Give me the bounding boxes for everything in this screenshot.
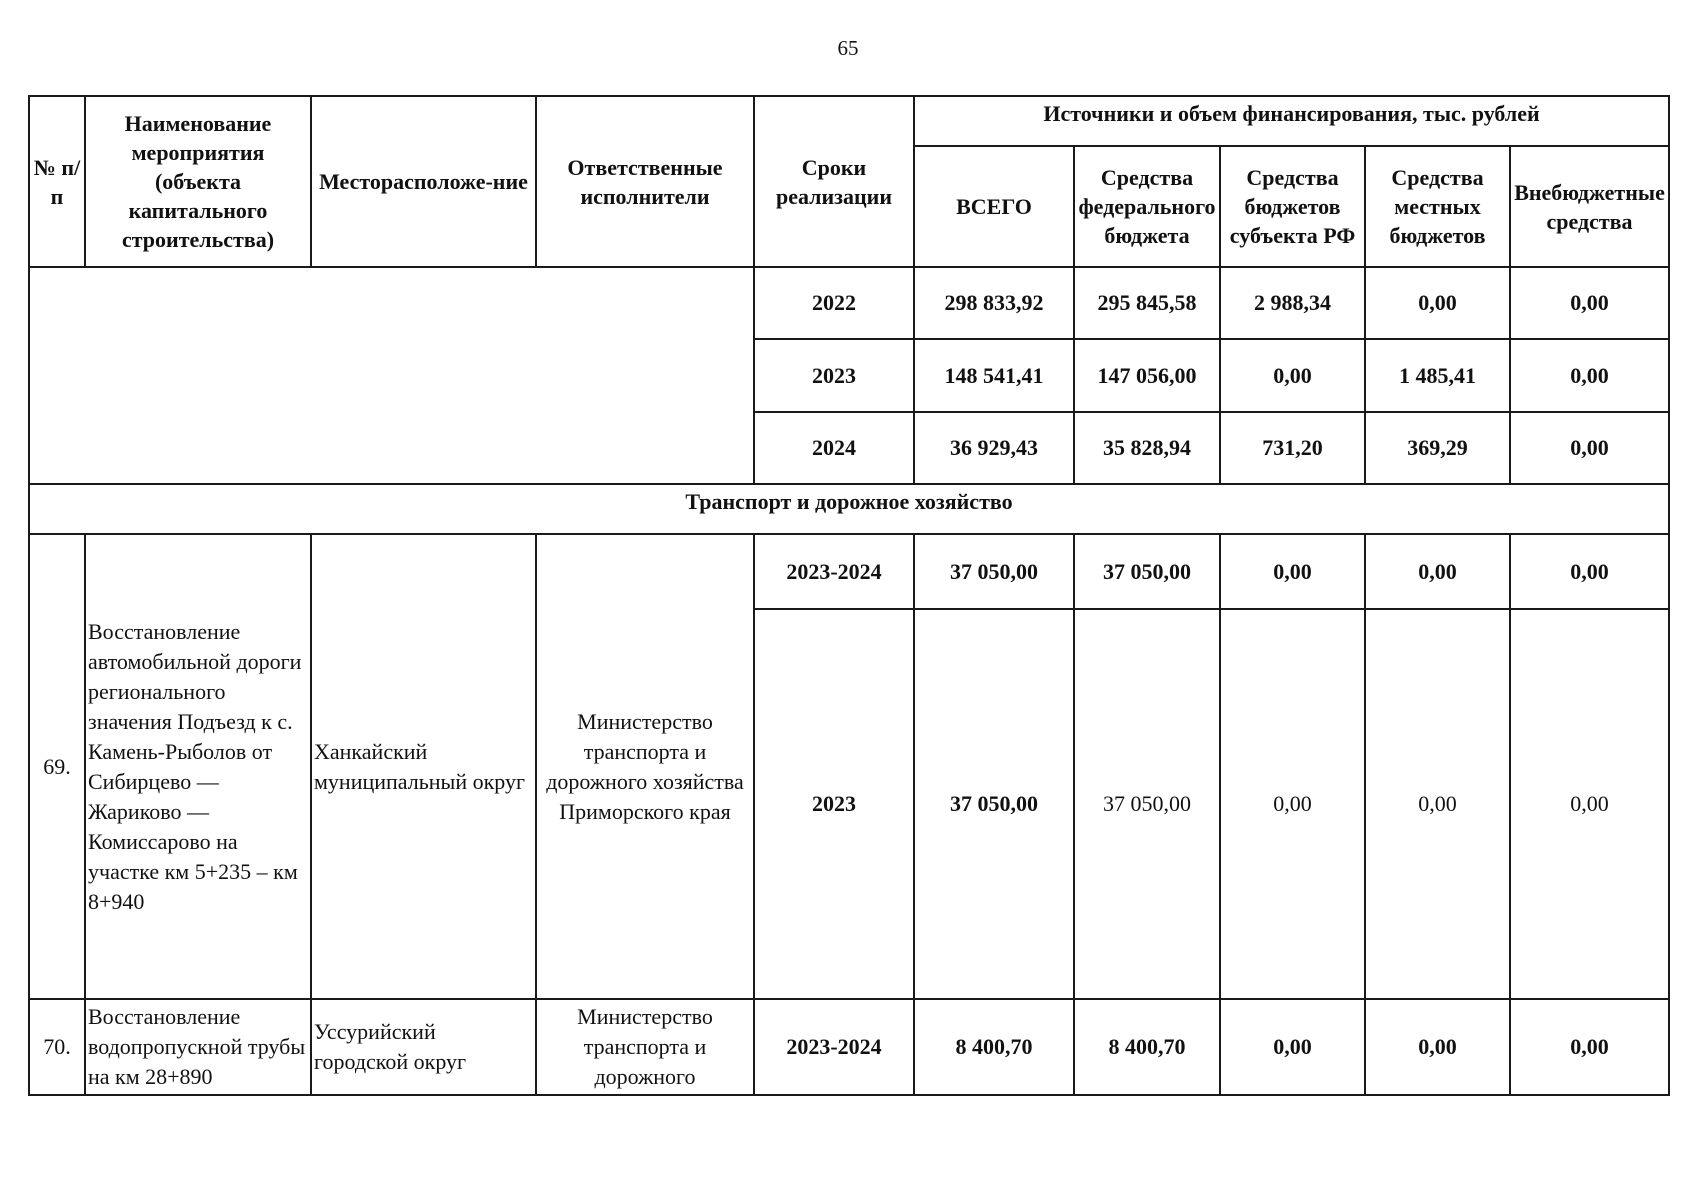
cell-year: 2023-2024 [754, 999, 914, 1095]
cell-extra: 0,00 [1510, 412, 1669, 484]
cell-local: 0,00 [1365, 609, 1510, 999]
cell-total: 37 050,00 [914, 534, 1074, 609]
carry-over-blank-cell [29, 267, 754, 484]
cell-regional: 0,00 [1220, 534, 1365, 609]
header-num: № п/п [29, 96, 85, 267]
cell-federal: 37 050,00 [1074, 534, 1220, 609]
cell-local: 369,29 [1365, 412, 1510, 484]
cell-regional: 0,00 [1220, 999, 1365, 1095]
section-row [29, 484, 1669, 534]
header-regional: Средства бюджетов субъекта РФ [1220, 146, 1365, 267]
item-name: Восстановление автомобильной дороги регионального значения Подъезд к с. Камень-Рыболов от Сибирцево — Жариково — Комиссарово на участке км 5+235 – км 8+940 [85, 534, 311, 999]
table-row [29, 534, 1669, 609]
header-total: ВСЕГО [914, 146, 1074, 267]
header-executors: Ответственные исполнители [536, 96, 754, 267]
cell-extra: 0,00 [1510, 534, 1669, 609]
item-name: Восстановление водопропускной трубы на км 28+890 [85, 999, 311, 1095]
header-row-1 [29, 96, 1669, 146]
cell-federal: 8 400,70 [1074, 999, 1220, 1095]
cell-federal: 35 828,94 [1074, 412, 1220, 484]
cell-regional: 2 988,34 [1220, 267, 1365, 339]
table-row [29, 267, 1669, 339]
cell-extra: 0,00 [1510, 339, 1669, 412]
cell-extra: 0,00 [1510, 999, 1669, 1095]
cell-federal: 37 050,00 [1074, 609, 1220, 999]
item-location: Ханкайский муниципальный округ [311, 534, 536, 999]
cell-extra: 0,00 [1510, 267, 1669, 339]
header-sources: Источники и объем финансирования, тыс. рублей [914, 96, 1669, 146]
cell-local: 0,00 [1365, 534, 1510, 609]
cell-total: 8 400,70 [914, 999, 1074, 1095]
cell-regional: 731,20 [1220, 412, 1365, 484]
item-number: 70. [29, 999, 85, 1095]
item-location: Уссурийский городской округ [311, 999, 536, 1095]
header-name: Наименование мероприятия (объекта капитального строительства) [85, 96, 311, 267]
cell-year: 2024 [754, 412, 914, 484]
cell-local: 1 485,41 [1365, 339, 1510, 412]
section-title: Транспорт и дорожное хозяйство [29, 484, 1669, 534]
cell-total: 36 929,43 [914, 412, 1074, 484]
cell-federal: 147 056,00 [1074, 339, 1220, 412]
cell-total: 148 541,41 [914, 339, 1074, 412]
header-period: Сроки реализации [754, 96, 914, 267]
table-row [29, 999, 1669, 1095]
item-number: 69. [29, 534, 85, 999]
financing-table [28, 95, 1670, 1096]
cell-total: 37 050,00 [914, 609, 1074, 999]
cell-federal: 295 845,58 [1074, 267, 1220, 339]
cell-total: 298 833,92 [914, 267, 1074, 339]
cell-year: 2023-2024 [754, 534, 914, 609]
cell-year: 2022 [754, 267, 914, 339]
cell-year: 2023 [754, 339, 914, 412]
cell-extra: 0,00 [1510, 609, 1669, 999]
item-executor: Министерство транспорта и дорожного [536, 999, 754, 1095]
cell-local: 0,00 [1365, 999, 1510, 1095]
page-number: 65 [837, 36, 859, 60]
header-federal: Средства федерального бюджета [1074, 146, 1220, 267]
cell-year: 2023 [754, 609, 914, 999]
cell-regional: 0,00 [1220, 339, 1365, 412]
header-location: Месторасположе-ние [311, 96, 536, 267]
item-executor: Министерство транспорта и дорожного хозяйства Приморского края [536, 534, 754, 999]
header-local: Средства местных бюджетов [1365, 146, 1510, 267]
cell-regional: 0,00 [1220, 609, 1365, 999]
header-extrabudget: Внебюджетные средства [1510, 146, 1669, 267]
cell-local: 0,00 [1365, 267, 1510, 339]
